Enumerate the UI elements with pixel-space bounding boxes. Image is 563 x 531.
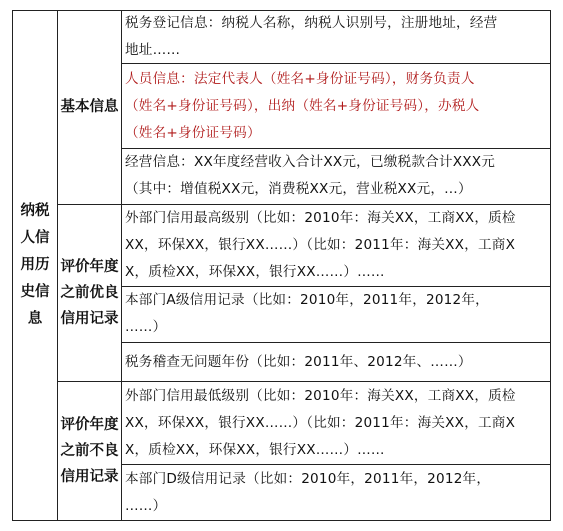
cell-line: （姓名+身份证号码） <box>125 125 261 141</box>
cell-a-level-record <box>125 287 489 341</box>
cell-d-level-record <box>125 466 490 520</box>
cell-line: 地址…… <box>125 42 181 58</box>
cell-personnel-info <box>125 66 479 147</box>
cell-line: （其中：增值税XX元，消费税XX元，营业税XX元，…） <box>125 181 472 197</box>
section-label-good-credit <box>58 254 121 332</box>
cell-external-highest-level <box>125 205 516 286</box>
left-header-label <box>13 198 57 333</box>
cell-external-lowest-level <box>125 383 516 464</box>
cell-audit-clean-years <box>125 349 472 376</box>
row-divider <box>121 464 551 465</box>
left-header-line: 息 <box>27 311 43 327</box>
left-header-line: 人信 <box>20 230 50 246</box>
cell-tax-registration-info <box>125 10 497 64</box>
cell-line: 税务稽查无问题年份（比如：2011年、2012年、……） <box>125 354 472 370</box>
cell-line: XX，环保XX，银行XX……）（比如：2011年：海关XX，工商X <box>125 237 516 253</box>
section-label-line: 评价年度 <box>60 259 119 275</box>
cell-line: X，质检XX，环保XX，银行XX……）…… <box>125 264 385 280</box>
cell-line: （姓名+身份证号码），出纳（姓名+身份证号码），办税人 <box>125 98 480 114</box>
cell-line: 税务登记信息：纳税人名称，纳税人识别号，注册地址，经营 <box>125 15 498 31</box>
left-header-line: 纳税 <box>20 203 50 219</box>
column-divider-2 <box>121 10 122 521</box>
section-label-line: 信用记录 <box>60 311 119 327</box>
cell-line: ……） <box>125 319 167 335</box>
section-label-basic-info <box>58 94 121 120</box>
section-label-line: 基本信息 <box>60 99 119 115</box>
section-label-line: 评价年度 <box>60 417 119 433</box>
cell-line: ……） <box>125 498 167 514</box>
cell-line: 外部门信用最低级别（比如：2010年：海关XX，工商XX，质检 <box>125 388 516 404</box>
table-border-bottom <box>12 520 551 521</box>
cell-line: 本部门D级信用记录（比如：2010年，2011年，2012年， <box>125 471 491 487</box>
cell-line: XX，环保XX，银行XX……）（比如：2011年：海关XX，工商X <box>125 415 516 431</box>
cell-operation-info <box>125 149 495 203</box>
cell-line: 人员信息：法定代表人（姓名+身份证号码），财务负责人 <box>125 71 475 87</box>
section-label-line: 之前不良 <box>60 443 119 459</box>
left-header-line: 史信 <box>20 284 50 300</box>
cell-line: 本部门A级信用记录（比如：2010年，2011年，2012年， <box>125 292 489 308</box>
table-border-right <box>550 10 551 521</box>
cell-line: X，质检XX，环保XX，银行XX……）…… <box>125 442 385 458</box>
row-divider <box>121 342 551 343</box>
section-divider-2 <box>57 381 551 382</box>
cell-line: 经营信息：XX年度经营收入合计XX元，已缴税款合计XXX元 <box>125 154 496 170</box>
left-header-line: 用历 <box>20 257 50 273</box>
section-label-line: 之前优良 <box>60 285 119 301</box>
cell-line: 外部门信用最高级别（比如：2010年：海关XX，工商XX，质检 <box>125 210 516 226</box>
section-label-line: 信用记录 <box>60 469 119 485</box>
section-label-bad-credit <box>58 412 121 490</box>
